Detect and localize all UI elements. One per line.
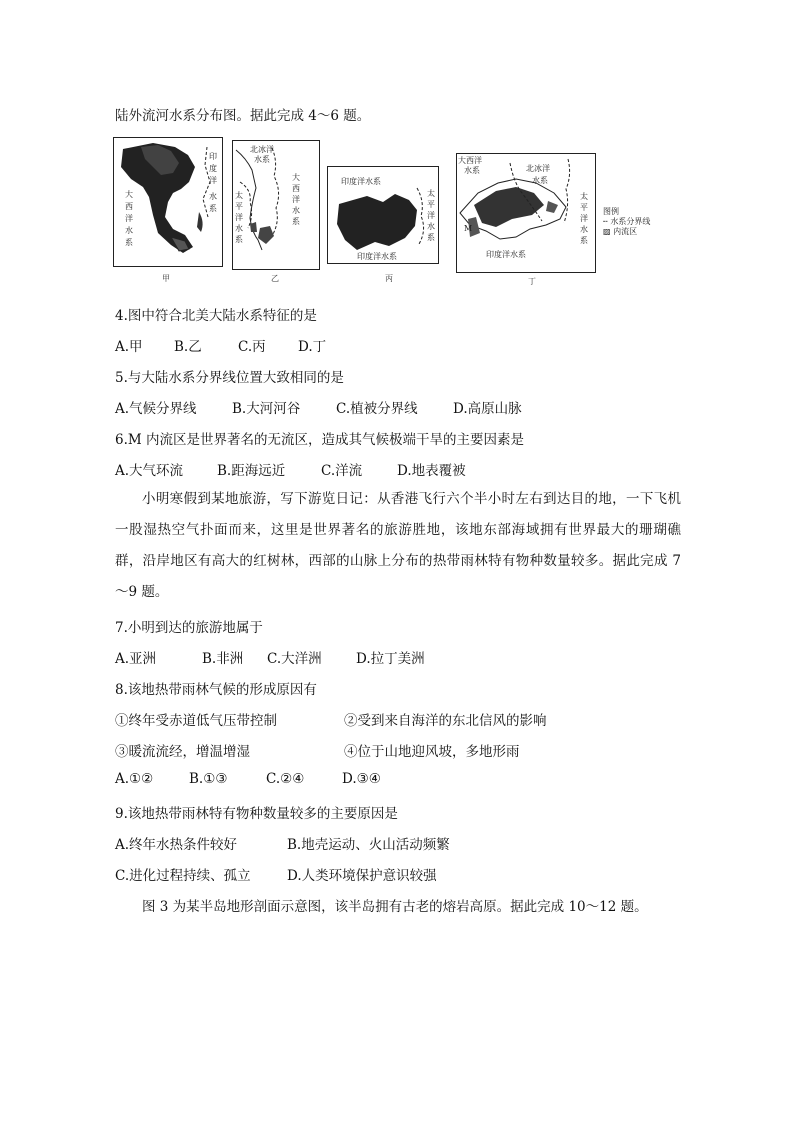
svg-text:印度洋水系: 印度洋水系 — [357, 252, 397, 261]
svg-text:系: 系 — [235, 235, 243, 244]
q5-option-c: C.植被分界线 — [336, 401, 418, 417]
svg-text:洋: 洋 — [125, 214, 133, 223]
svg-text:M: M — [464, 224, 473, 233]
svg-text:水: 水 — [580, 225, 588, 234]
dashed-line-icon: ╌ — [603, 217, 608, 226]
svg-text:大: 大 — [292, 173, 300, 182]
q4-option-a: A.甲 — [115, 339, 143, 355]
svg-text:水系: 水系 — [254, 155, 270, 164]
svg-text:平: 平 — [580, 203, 588, 212]
q6-option-d: D.地表覆被 — [397, 463, 466, 479]
q8-option-b: B.①③ — [189, 771, 228, 787]
svg-text:系: 系 — [580, 236, 588, 245]
map-yi — [232, 140, 320, 270]
legend-divide-label: 水系分界线 — [610, 217, 651, 226]
q5-option-d: D.高原山脉 — [453, 401, 522, 417]
q8-statement-1: ①终年受赤道低气压带控制 — [115, 713, 277, 729]
map-legend — [603, 207, 650, 237]
q6-stem: 6.M 内流区是世界著名的无流区，造成其气候极端干旱的主要因素是 — [115, 432, 524, 448]
svg-text:水系: 水系 — [464, 166, 480, 175]
svg-text:水: 水 — [427, 222, 435, 231]
svg-text:系: 系 — [292, 217, 300, 226]
q6-option-b: B.距海远近 — [217, 463, 286, 479]
map-jia — [113, 137, 223, 267]
svg-text:洋: 洋 — [209, 176, 217, 185]
svg-text:平: 平 — [235, 202, 243, 211]
hatched-area-icon: ▨ — [603, 227, 611, 236]
q8-stem: 8.该地热带雨林气候的形成原因有 — [115, 682, 317, 698]
svg-text:北冰洋: 北冰洋 — [526, 164, 550, 173]
map-bing — [327, 166, 439, 264]
svg-text:系: 系 — [209, 204, 217, 213]
svg-text:大: 大 — [125, 190, 133, 199]
intro-text: 陆外流河水系分布图。据此完成 4～6 题。 — [115, 108, 371, 124]
svg-text:太: 太 — [580, 192, 588, 201]
svg-text:洋: 洋 — [235, 213, 243, 222]
q8-statement-3: ③暖流流经，增温增湿 — [115, 744, 250, 760]
svg-text:印: 印 — [209, 152, 217, 161]
legend-inland-label: 内流区 — [613, 227, 638, 236]
svg-text:西: 西 — [125, 202, 133, 211]
legend-title: 图例 — [603, 207, 619, 216]
svg-text:太: 太 — [427, 189, 435, 198]
passage-paragraph: 小明寒假到某地旅游，写下游览日记：从香港飞行六个半小时左右到达目的地，一下飞机一股湿热空气扑面而来，这里是世界著名的旅游胜地，该地东部海域拥有世界最大的珊瑚礁群，沿岸地区有高大的红树林，西部的山脉上分布的热带雨林特有物种数量较多。据此完成 7～9 题。 — [115, 491, 681, 600]
svg-text:度: 度 — [209, 164, 217, 173]
q4-stem: 4.图中符合北美大陆水系特征的是 — [115, 308, 317, 324]
q8-statement-4: ④位于山地迎风坡，多地形雨 — [344, 744, 520, 760]
q8-statement-2: ②受到来自海洋的东北信风的影响 — [344, 713, 547, 729]
map-bing-caption: 丙 — [385, 274, 393, 283]
svg-text:西: 西 — [292, 184, 300, 193]
q8-option-a: A.①② — [115, 771, 154, 787]
map-ding — [456, 153, 596, 273]
q7-stem: 7.小明到达的旅游地属于 — [115, 620, 263, 636]
map-ding-caption: 丁 — [528, 277, 536, 286]
svg-text:水: 水 — [292, 206, 300, 215]
legend-divide-row — [603, 217, 650, 227]
q5-stem: 5.与大陆水系分界线位置大致相同的是 — [115, 370, 344, 386]
q7-option-a: A.亚洲 — [115, 651, 157, 667]
q8-option-c: C.②④ — [266, 771, 305, 787]
q5-option-b: B.大河河谷 — [232, 401, 301, 417]
svg-text:水: 水 — [125, 226, 133, 235]
q9-stem: 9.该地热带雨林特有物种数量较多的主要原因是 — [115, 806, 398, 822]
svg-text:洋: 洋 — [580, 214, 588, 223]
q7-option-c: C.大洋洲 — [267, 651, 322, 667]
svg-text:大西洋: 大西洋 — [458, 156, 482, 165]
svg-text:平: 平 — [427, 200, 435, 209]
svg-text:印度洋水系: 印度洋水系 — [486, 250, 526, 259]
svg-text:水: 水 — [235, 224, 243, 233]
svg-text:洋: 洋 — [427, 211, 435, 220]
q6-option-a: A.大气环流 — [115, 463, 184, 479]
q9-option-b: B.地壳运动、火山活动频繁 — [287, 837, 450, 853]
legend-inland-row — [603, 227, 650, 237]
svg-text:系: 系 — [427, 233, 435, 242]
svg-text:太: 太 — [235, 191, 243, 200]
q6-option-c: C.洋流 — [321, 463, 363, 479]
q4-option-d: D.丁 — [298, 339, 327, 355]
svg-text:北冰洋: 北冰洋 — [250, 145, 274, 154]
svg-text:水系: 水系 — [532, 176, 548, 185]
map-yi-caption: 乙 — [271, 274, 279, 283]
q9-option-c: C.进化过程持续、孤立 — [115, 868, 251, 884]
q4-option-c: C.丙 — [238, 339, 266, 355]
svg-text:印度洋水系: 印度洋水系 — [341, 177, 381, 186]
svg-text:水: 水 — [209, 192, 217, 201]
q7-option-b: B.非洲 — [202, 651, 244, 667]
q7-option-d: D.拉丁美洲 — [356, 651, 425, 667]
q9-option-a: A.终年水热条件较好 — [115, 837, 238, 853]
svg-text:洋: 洋 — [292, 195, 300, 204]
q5-option-a: A.气候分界线 — [115, 401, 197, 417]
q8-option-d: D.③④ — [342, 771, 381, 787]
q4-option-b: B.乙 — [174, 339, 202, 355]
fig3-intro: 图 3 为某半岛地形剖面示意图，该半岛拥有古老的熔岩高原。据此完成 10～12 题。 — [142, 899, 648, 915]
q9-option-d: D.人类环境保护意识较强 — [287, 868, 437, 884]
svg-text:系: 系 — [125, 238, 133, 247]
map-jia-caption: 甲 — [162, 274, 170, 283]
